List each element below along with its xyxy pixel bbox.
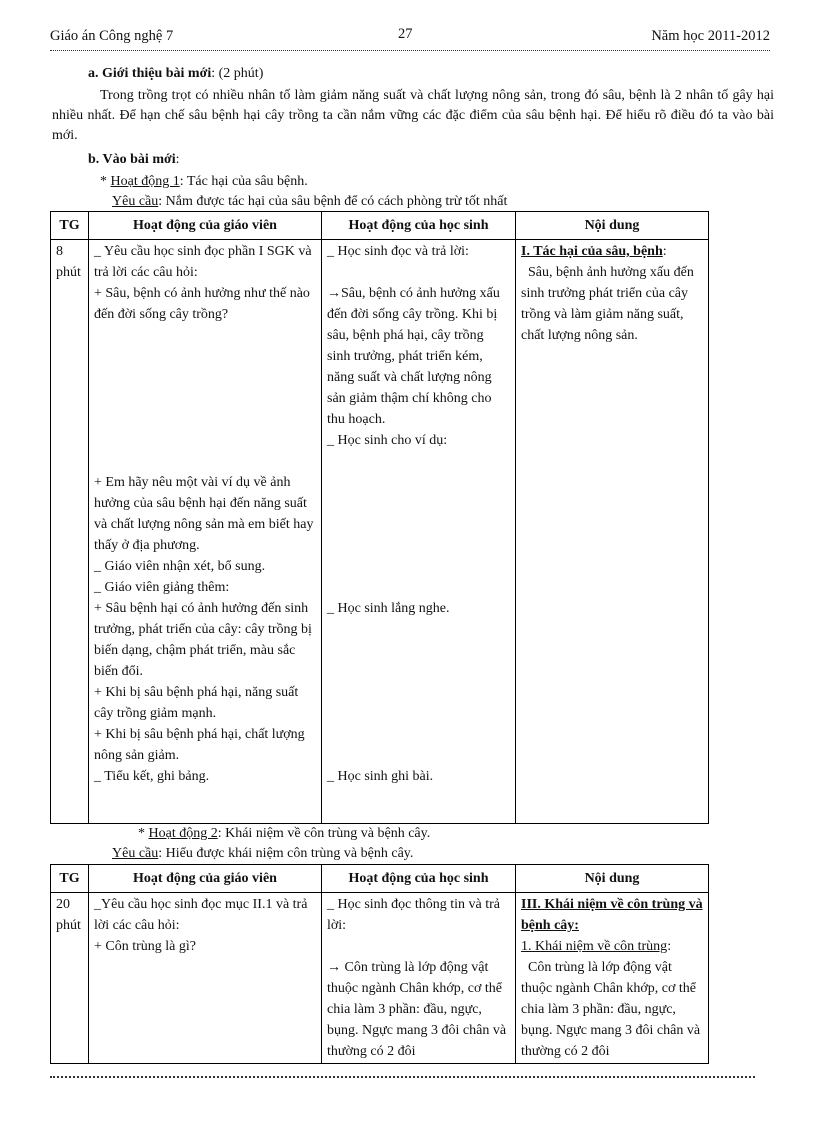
activity-1-requirement xyxy=(112,192,507,212)
content-text: Sâu, bệnh ảnh hưởng xấu đến sinh trưởng phát triển của cây trồng và làm giảm năng suất, chất lượng nông sản. xyxy=(521,265,698,343)
lesson-table-1 xyxy=(50,211,709,824)
footer-divider xyxy=(50,1076,755,1078)
cell-content xyxy=(516,240,709,824)
activity-2-req-text: : Hiểu được khái niệm côn trùng và bệnh cây. xyxy=(158,846,414,861)
header-tg: TG xyxy=(51,865,89,893)
cell-time: 8 phút xyxy=(51,240,89,824)
cell-time: 20 phút xyxy=(51,893,89,1064)
new-lesson-colon: : xyxy=(175,152,180,167)
content-subtitle-colon: : xyxy=(667,939,672,954)
activity-2-bullet: * xyxy=(138,826,149,841)
table-header-row xyxy=(51,865,709,893)
activity-1-req-label: Yêu cầu xyxy=(112,194,159,209)
new-lesson-bold: b. Vào bài mới xyxy=(88,152,176,167)
cell-teacher-activity: _Yêu cầu học sinh đọc mục II.1 và trả lời các câu hỏi: + Côn trùng là gì? xyxy=(89,893,322,1064)
header-student: Hoạt động của học sinh xyxy=(322,212,516,240)
activity-1-title xyxy=(100,172,308,192)
activity-1-label: Hoạt động 1 xyxy=(110,174,180,189)
table-header-row xyxy=(51,212,709,240)
cell-student-activity: _ Học sinh đọc thông tin và trả lời: → Côn trùng là lớp động vật thuộc ngành Chân khớp, cơ thể chia làm 3 phần: đầu, ngực, bụng. Ngực mang 3 đôi chân và thường có 2 đôi xyxy=(322,893,516,1064)
table-row xyxy=(51,893,709,1064)
header-content: Nội dung xyxy=(516,212,709,240)
cell-content xyxy=(516,893,709,1064)
header-teacher: Hoạt động của giáo viên xyxy=(89,212,322,240)
header-tg: TG xyxy=(51,212,89,240)
content-title-colon: : xyxy=(662,244,667,259)
content-title-text: I. Tác hại của sâu, bệnh xyxy=(521,244,663,259)
intro-heading xyxy=(88,64,263,84)
intro-heading-time: : (2 phút) xyxy=(211,66,264,81)
content-subtitle-text: 1. Khái niệm về côn trùng xyxy=(521,939,668,954)
header-teacher: Hoạt động của giáo viên xyxy=(89,865,322,893)
activity-2-title xyxy=(138,824,430,844)
activity-2-requirement xyxy=(112,844,413,864)
cell-student-activity: _ Học sinh đọc và trả lời: →Sâu, bệnh có ảnh hưởng xấu đến đời sống cây trồng. Khi bị sâu, bệnh phá hại, cây trồng sinh trưởng, phát triển kém, năng suất và chất lượng nông sản giảm thậm chí không cho thu hoạch. _ Học sinh cho ví dụ: _ Học sinh lắng nghe. _ Học sinh ghi bài. xyxy=(322,240,516,824)
header-student: Hoạt động của học sinh xyxy=(322,865,516,893)
header-content: Nội dung xyxy=(516,865,709,893)
header-subject: Giáo án Công nghệ 7 xyxy=(50,28,174,44)
content-title xyxy=(521,241,703,262)
intro-paragraph: Trong trồng trọt có nhiều nhân tố làm giảm năng suất và chất lượng nông sản, trong đó sâu, bệnh là 2 nhân tố gây hại nhiều nhất. Để hạn chế sâu bệnh hại cây trồng ta cần nắm vững các đặc điểm của sâu bệnh hại. Để hiểu rõ điều đó ta vào bài mới. xyxy=(52,88,774,143)
activity-1-req-text: : Nắm được tác hại của sâu bệnh để có cách phòng trừ tốt nhất xyxy=(158,194,508,209)
cell-teacher-activity: _ Yêu cầu học sinh đọc phần I SGK và trả lời các câu hỏi: + Sâu, bệnh có ảnh hưởng như thế nào đến đời sống cây trồng? + Em hãy nêu một vài ví dụ về ảnh hưởng của sâu bệnh hại đến năng suất và chất lượng nông sản mà em biết hay thấy ở địa phương. _ Giáo viên nhận xét, bổ sung. _ Giáo viên giảng thêm: + Sâu bệnh hại có ảnh hưởng đến sinh trưởng, phát triển của cây: cây trồng bị biến dạng, chậm phát triển, màu sắc biến đổi. + Khi bị sâu bệnh phá hại, năng suất cây trồng giảm mạnh. + Khi bị sâu bệnh phá hại, chất lượng nông sản giảm. _ Tiểu kết, ghi bảng. xyxy=(89,240,322,824)
header-school-year: Năm học 2011-2012 xyxy=(651,28,770,44)
activity-1-text: : Tác hại của sâu bệnh. xyxy=(179,174,308,189)
table-row xyxy=(51,240,709,824)
activity-2-text: : Khái niệm về côn trùng và bệnh cây. xyxy=(217,826,431,841)
content-text: Côn trùng là lớp động vật thuộc ngành Chân khớp, cơ thể chia làm 3 phần: đầu, ngực, bụng. Ngực mang 3 đôi chân và thường có 2 đôi xyxy=(521,960,704,1059)
intro-heading-bold: a. Giới thiệu bài mới xyxy=(88,66,212,81)
activity-1-bullet: * xyxy=(100,174,111,189)
lesson-table-2 xyxy=(50,864,709,1064)
activity-2-label: Hoạt động 2 xyxy=(148,826,218,841)
content-title: III. Khái niệm về côn trùng và bệnh cây: xyxy=(521,897,703,933)
page-header xyxy=(50,26,770,51)
activity-2-req-label: Yêu cầu xyxy=(112,846,159,861)
header-page-number: 27 xyxy=(398,26,413,42)
new-lesson-heading xyxy=(88,150,180,170)
content-subtitle xyxy=(521,936,703,957)
